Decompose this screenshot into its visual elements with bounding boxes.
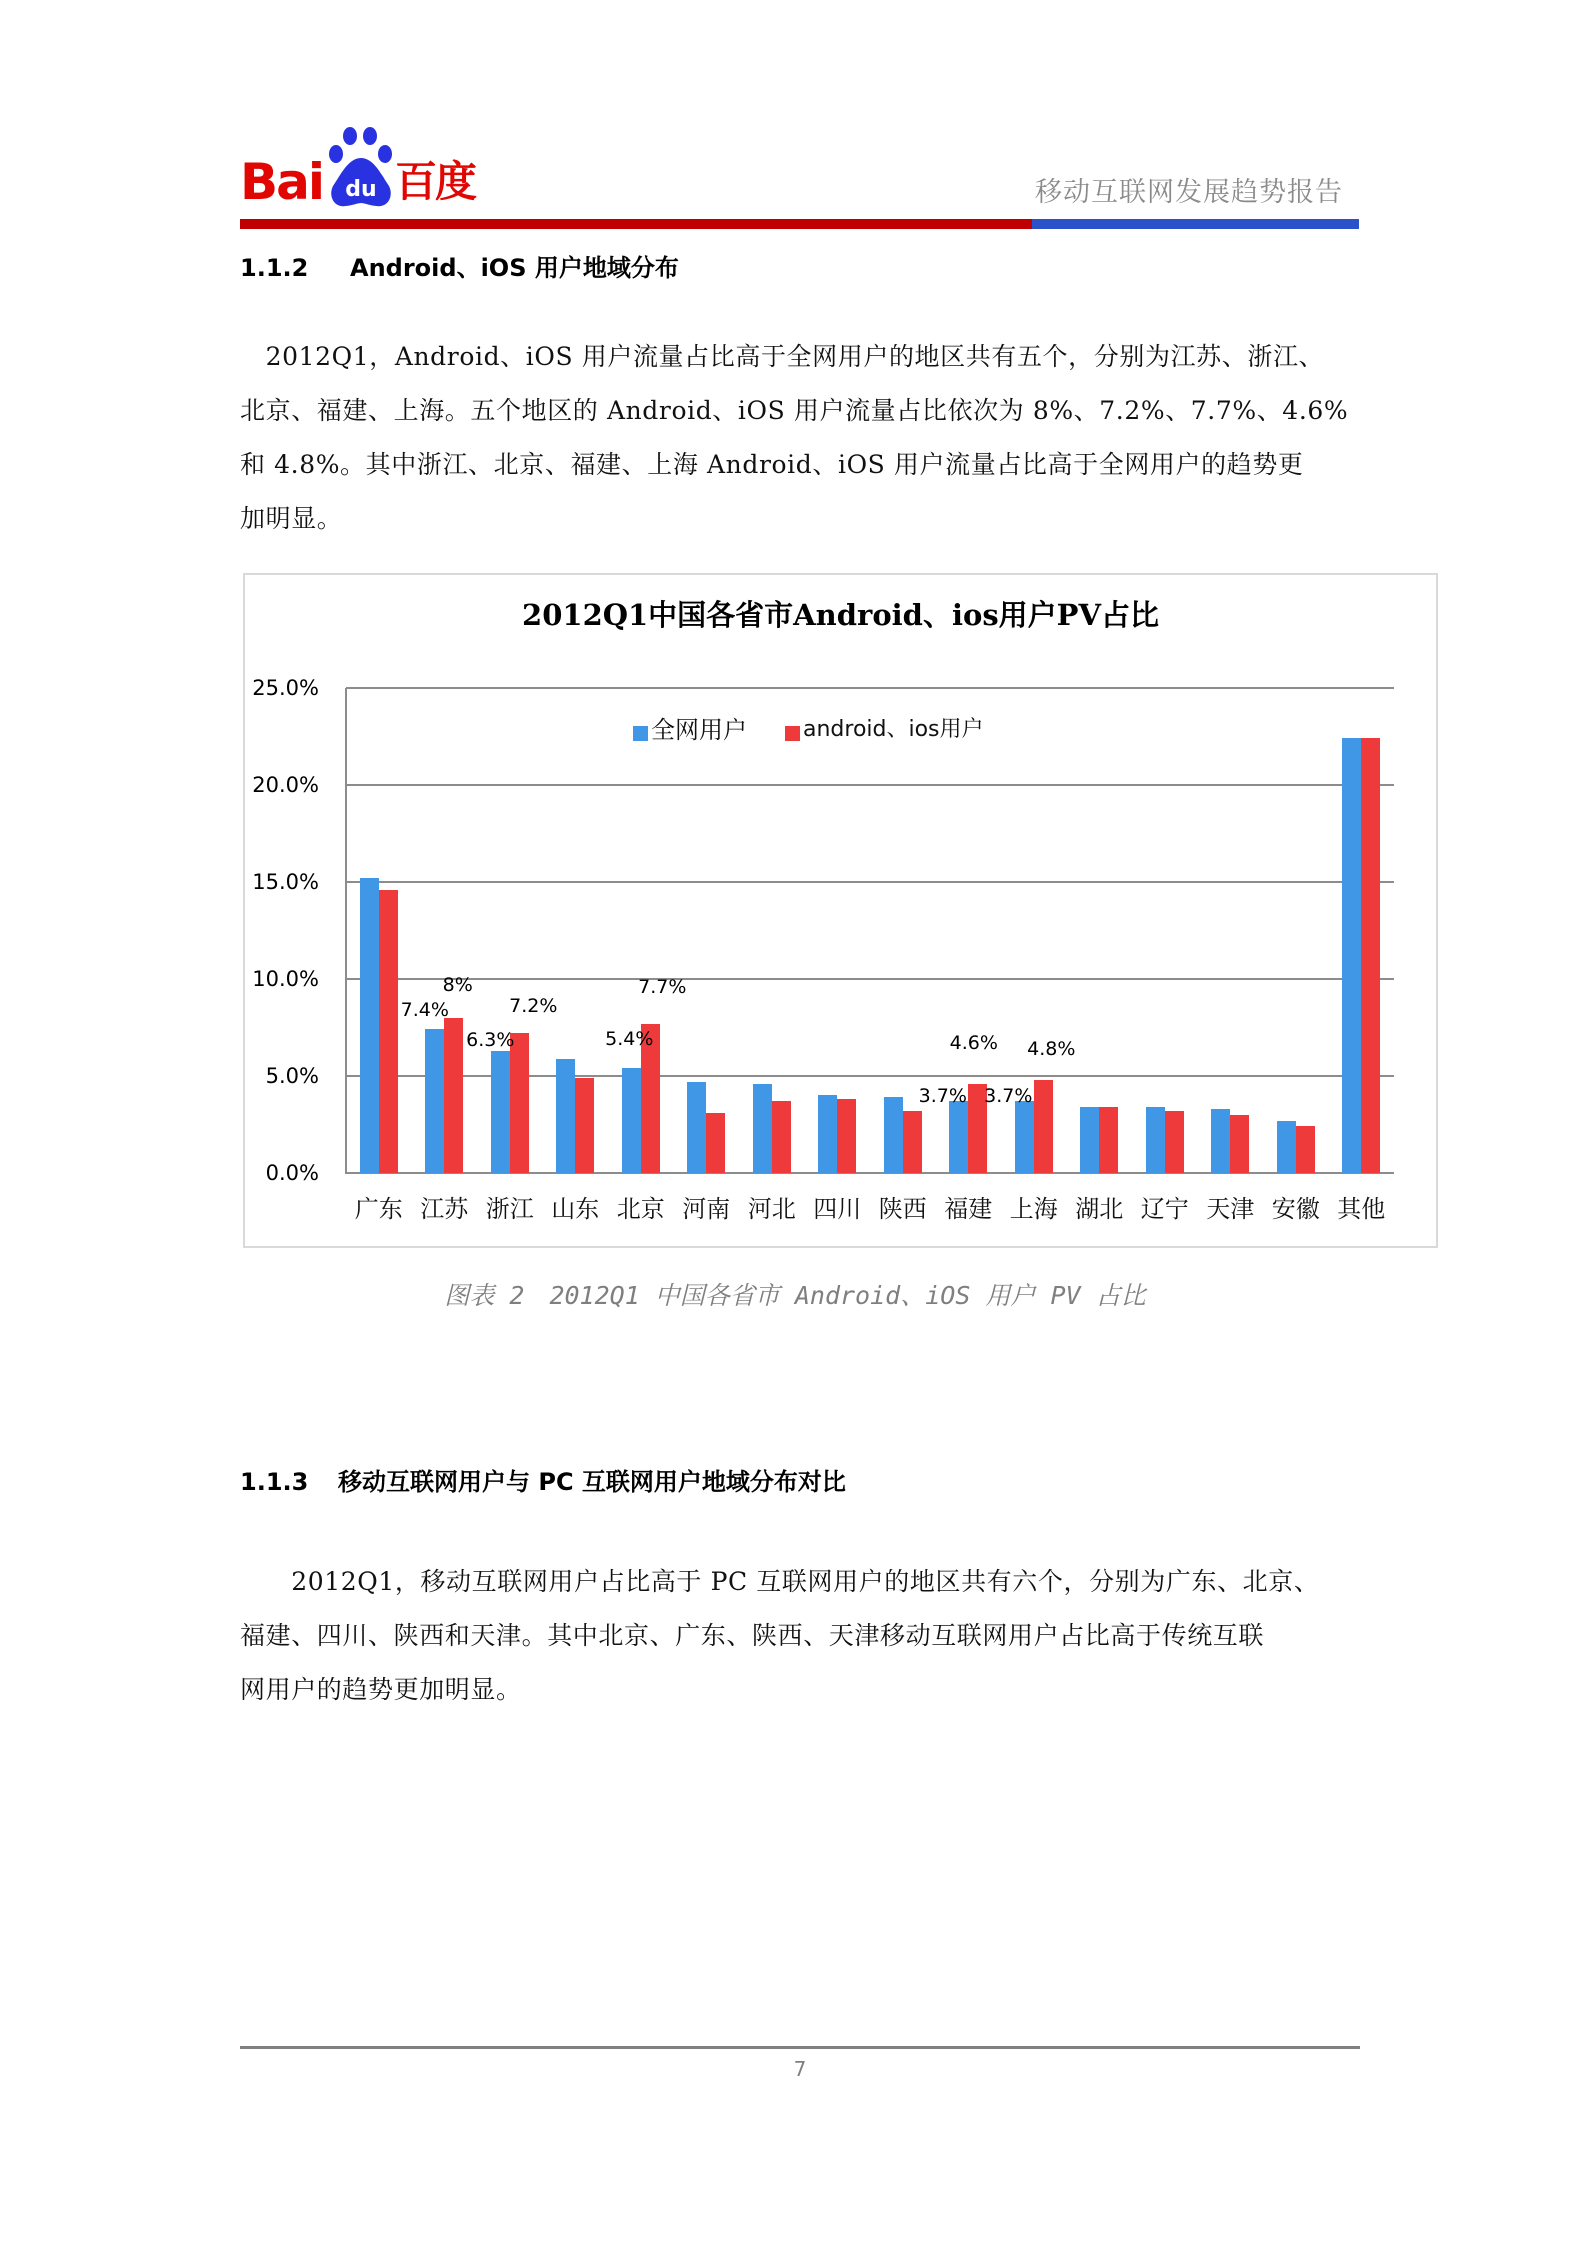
x-category-label: 安徽 — [1271, 1195, 1320, 1223]
paw-icon — [328, 126, 394, 210]
header-bar-red — [240, 219, 1032, 229]
bar-all-users — [425, 1029, 444, 1173]
bar-all-users — [884, 1097, 903, 1173]
bar-android-ios — [903, 1111, 922, 1173]
bar-android-ios — [1361, 738, 1380, 1173]
bar-android-ios — [1296, 1126, 1315, 1173]
page-number: 7 — [793, 2057, 807, 2081]
x-category-label: 福建 — [944, 1195, 993, 1223]
paragraph-line: 和 4.8%。其中浙江、北京、福建、上海 Android、iOS 用户流量占比高于全网用户的趋势更 — [240, 450, 1304, 479]
chart-legend — [633, 715, 1022, 745]
y-tick-label: 20.0% — [252, 773, 319, 797]
data-label: 7.4% — [400, 999, 449, 1022]
y-tick-label: 15.0% — [252, 870, 319, 894]
x-category-label: 江苏 — [420, 1195, 469, 1223]
bar-android-ios — [379, 890, 398, 1173]
bar-all-users — [1146, 1107, 1165, 1173]
data-label: 4.6% — [949, 1031, 998, 1054]
bar-all-users — [687, 1082, 706, 1173]
y-tick-label: 0.0% — [265, 1161, 319, 1185]
data-label: 6.3% — [466, 1028, 515, 1051]
bar-android-ios — [706, 1113, 725, 1173]
paw-text: du — [345, 177, 377, 202]
legend-label: android、ios用户 — [803, 717, 984, 742]
logo-text-latin: Bai — [240, 153, 323, 211]
legend-label: 全网用户 — [651, 716, 747, 744]
bar-android-ios — [1034, 1080, 1053, 1173]
footer-divider — [240, 2046, 1360, 2049]
x-category-label: 广东 — [354, 1195, 403, 1223]
bar-all-users — [1080, 1107, 1099, 1173]
x-category-label: 其他 — [1337, 1195, 1386, 1223]
report-title: 移动互联网发展趋势报告 — [1035, 177, 1343, 208]
paragraph-line: 2012Q1，移动互联网用户占比高于 PC 互联网用户的地区共有六个，分别为广东、北京、 — [240, 1567, 1320, 1596]
bar-all-users — [360, 878, 379, 1173]
x-category-label: 湖北 — [1075, 1195, 1124, 1223]
y-tick-label: 10.0% — [252, 967, 319, 991]
bar-all-users — [818, 1095, 837, 1173]
bar-android-ios — [772, 1101, 791, 1173]
paragraph-112 — [240, 330, 1350, 546]
x-category-label: 上海 — [1009, 1195, 1058, 1223]
bar-android-ios — [1230, 1115, 1249, 1173]
bar-chart — [243, 573, 1438, 1248]
y-tick-label: 25.0% — [252, 676, 319, 700]
gridline — [346, 687, 1394, 689]
data-label: 8% — [442, 973, 473, 996]
bar-android-ios — [444, 1018, 463, 1173]
bar-android-ios — [510, 1033, 529, 1173]
x-category-label: 陕西 — [878, 1195, 927, 1223]
section-number-112: 1.1.2 — [240, 254, 309, 282]
data-label: 7.2% — [509, 995, 558, 1018]
x-category-label: 河南 — [682, 1195, 731, 1223]
data-label: 3.7% — [918, 1085, 967, 1108]
bar-android-ios — [837, 1099, 856, 1173]
gridline — [346, 978, 1394, 980]
paragraph-line: 2012Q1，Android、iOS 用户流量占比高于全网用户的地区共有五个，分别为江苏、浙江、 — [240, 342, 1325, 371]
x-category-label: 山东 — [551, 1195, 600, 1223]
gridline — [346, 784, 1394, 786]
paragraph-line: 网用户的趋势更加明显。 — [240, 1675, 522, 1704]
legend-swatch-red-icon — [785, 726, 800, 741]
gridline — [346, 881, 1394, 883]
x-category-label: 天津 — [1206, 1195, 1255, 1223]
figure-caption: 图表 2 2012Q1 中国各省市 Android、iOS 用户 PV 占比 — [444, 1281, 1146, 1310]
x-category-label: 四川 — [813, 1195, 862, 1223]
bar-all-users — [556, 1059, 575, 1173]
legend-item-all-users — [633, 715, 747, 745]
logo-text-cn: 百度 — [395, 157, 476, 206]
baidu-logo — [240, 126, 490, 212]
paragraph-113 — [240, 1555, 1350, 1717]
section-number-113: 1.1.3 — [240, 1468, 309, 1496]
bar-android-ios — [1165, 1111, 1184, 1173]
legend-swatch-blue-icon — [633, 726, 648, 741]
bar-android-ios — [1099, 1107, 1118, 1173]
x-category-label: 浙江 — [485, 1195, 534, 1223]
bar-all-users — [1277, 1121, 1296, 1173]
legend-item-android-ios — [785, 715, 984, 745]
bar-all-users — [622, 1068, 641, 1173]
header-bar-blue — [1032, 219, 1359, 229]
x-category-label: 辽宁 — [1140, 1195, 1189, 1223]
y-tick-label: 5.0% — [265, 1064, 319, 1088]
section-title-113: 移动互联网用户与 PC 互联网用户地域分布对比 — [338, 1468, 846, 1496]
bar-android-ios — [575, 1078, 594, 1173]
chart-title: 2012Q1中国各省市Android、ios用户PV占比 — [522, 598, 1159, 632]
paragraph-line: 福建、四川、陕西和天津。其中北京、广东、陕西、天津移动互联网用户占比高于传统互联 — [240, 1621, 1265, 1650]
data-label: 3.7% — [984, 1085, 1033, 1108]
y-axis — [345, 688, 347, 1174]
section-title-112: Android、iOS 用户地域分布 — [350, 254, 679, 282]
data-label: 4.8% — [1027, 1037, 1076, 1060]
paragraph-line: 北京、福建、上海。五个地区的 Android、iOS 用户流量占比依次为 8%、7.2%、7.7%、4.6% — [240, 396, 1349, 425]
x-category-label: 河北 — [747, 1195, 796, 1223]
bar-all-users — [949, 1101, 968, 1173]
bar-all-users — [1211, 1109, 1230, 1173]
bar-all-users — [1015, 1101, 1034, 1173]
data-label: 5.4% — [605, 1028, 654, 1051]
x-category-label: 北京 — [616, 1195, 665, 1223]
bar-all-users — [491, 1051, 510, 1173]
bar-all-users — [1342, 738, 1361, 1173]
data-label: 7.7% — [638, 975, 687, 998]
paragraph-line: 加明显。 — [240, 504, 343, 533]
bar-all-users — [753, 1084, 772, 1173]
